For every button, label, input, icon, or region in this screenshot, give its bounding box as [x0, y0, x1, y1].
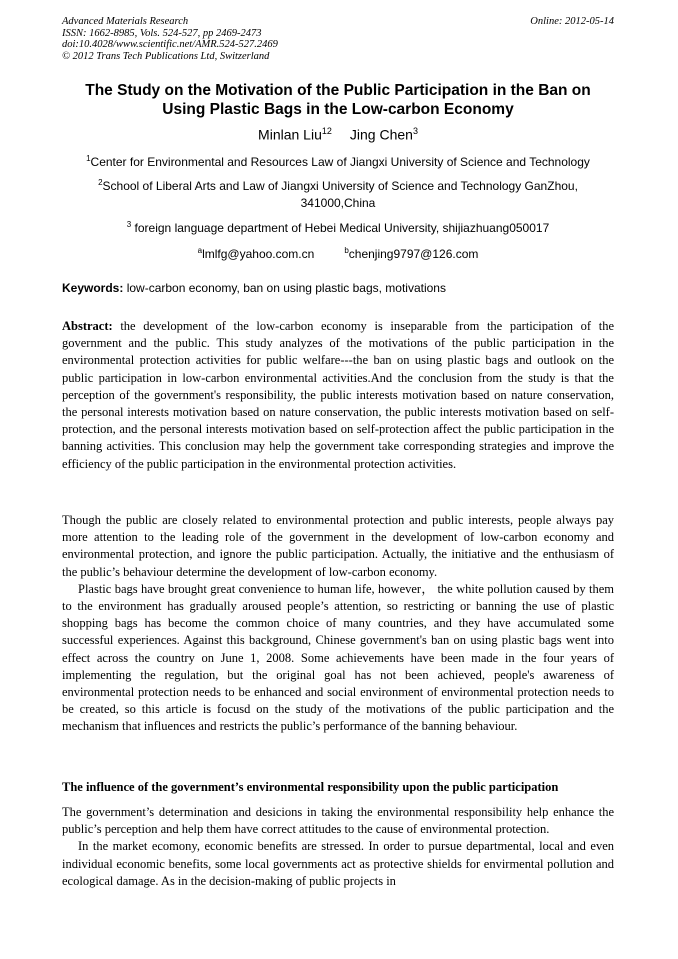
author-superscript: 12	[321, 126, 332, 136]
affiliation-3	[62, 216, 614, 237]
abstract-label: Abstract:	[62, 319, 113, 333]
affiliation-marker: 3	[126, 220, 132, 229]
affiliation-text: foreign language department of Hebei Medical University, shijiazhuang050017	[131, 221, 550, 235]
email-marker: b	[344, 246, 349, 255]
keywords	[62, 280, 614, 297]
online-date: Online: 2012-05-14	[530, 16, 614, 27]
author-list	[62, 122, 614, 144]
affiliation-text: School of Liberal Arts and Law of Jiangxi University of Science and Technology GanZhou,	[102, 179, 578, 193]
email-address[interactable]: lmlfg@yahoo.com.cn	[202, 247, 315, 261]
title-line-1: The Study on the Motivation of the Public Participation in the Ban on	[85, 82, 591, 99]
email-marker: a	[197, 246, 203, 255]
journal-name: Advanced Materials Research	[62, 16, 189, 27]
title-line-2: Using Plastic Bags in the Low-carbon Economy	[162, 101, 514, 118]
email-address[interactable]: chenjing9797@126.com	[348, 247, 479, 261]
abstract-text: the development of the low-carbon economy is inseparable from the participation of the government and the public. This study analyzes of the motivations of the public participation in the environmental protection activities for public welfare---the ban on using plastic bags and outlook on the public participation in low-carbon environmental activities.And the conclusion from the study is that the perception of the government's responsibility, the public interests motivation based on nature conservation, the personal interests motivation based on nature conservation, the public interests motivation based on self-protection, and the personal interests motivation based on self-protection affect the public participation in the banning activities. This conclusion may help the government take corresponding strategies and improve the efficiency of the public participation in the environmental protection activities.	[62, 319, 614, 471]
author-emails	[62, 242, 614, 263]
affiliation-marker: 1	[86, 154, 91, 163]
author-name: Minlan Liu	[258, 126, 322, 143]
affiliation-text: Center for Environmental and Resources Law of Jiangxi University of Science and Technology	[90, 155, 590, 169]
affiliation-text: 341000,China	[300, 196, 376, 210]
abstract	[62, 318, 614, 473]
body-paragraph: Though the public are closely related to environmental protection and public interests, people always pay more attention to the leading role of the government in the development of low-carbon economy and environmental protection, and ignore the public participation. Actually, the initiative and the enthusiasm of the public’s behaviour determine the development of low-carbon economy.	[62, 513, 614, 579]
body-paragraph: In the market ecomony, economic benefits are stressed. In order to pursue departmental, local and even individual economic benefits, some local governments act as protective shields for envirmental pollution and ecological damage. As in the decision-making of public projects in	[62, 839, 614, 888]
issn-line: ISSN: 1662-8985, Vols. 524-527, pp 2469-2473	[62, 27, 262, 39]
paper-title	[62, 81, 614, 119]
section-body	[62, 804, 614, 890]
affiliation-1	[62, 150, 614, 171]
author-name: Jing Chen	[349, 126, 413, 143]
journal-header	[62, 16, 278, 62]
affiliation-marker: 2	[98, 178, 103, 187]
copyright-line: © 2012 Trans Tech Publications Ltd, Switzerland	[62, 50, 270, 62]
section-heading: The influence of the government’s environmental responsibility upon the public participation	[62, 780, 559, 794]
keywords-label: Keywords:	[62, 281, 124, 295]
introduction	[62, 512, 614, 736]
affiliation-2	[62, 174, 614, 212]
body-paragraph: The government’s determination and desicions in taking the environmental responsibility help enhance the public’s perception and help them have correct attitudes to the cause of environmental protection.	[62, 805, 614, 837]
body-paragraph: Plastic bags have brought great convenience to human life, however， the white pollution caused by them to the environment has gradually aroused people’s attention, so restricting or banning the use of plastic shopping bags has become the common choice of many countries, and they have accumulated some successful experiences. Against this background, Chinese government's ban on using plastic bags went into effect across the country on June 1, 2008. Some achievements have been made in the four years of implementing the regulation, but the original goal has not been achieved, people's awareness of environmental protection needs to be enhanced and social environment of environmental protection needs to be created, so this article is focusd on the study of the motivations of the public participation and the mechanism that influences and restricts the public’s performance of the banning behaviour.	[62, 581, 614, 734]
author-superscript: 3	[412, 126, 418, 136]
doi-line: doi:10.4028/www.scientific.net/AMR.524-527.2469	[62, 39, 278, 50]
keywords-text: low-carbon economy, ban on using plastic bags, motivations	[123, 281, 446, 295]
